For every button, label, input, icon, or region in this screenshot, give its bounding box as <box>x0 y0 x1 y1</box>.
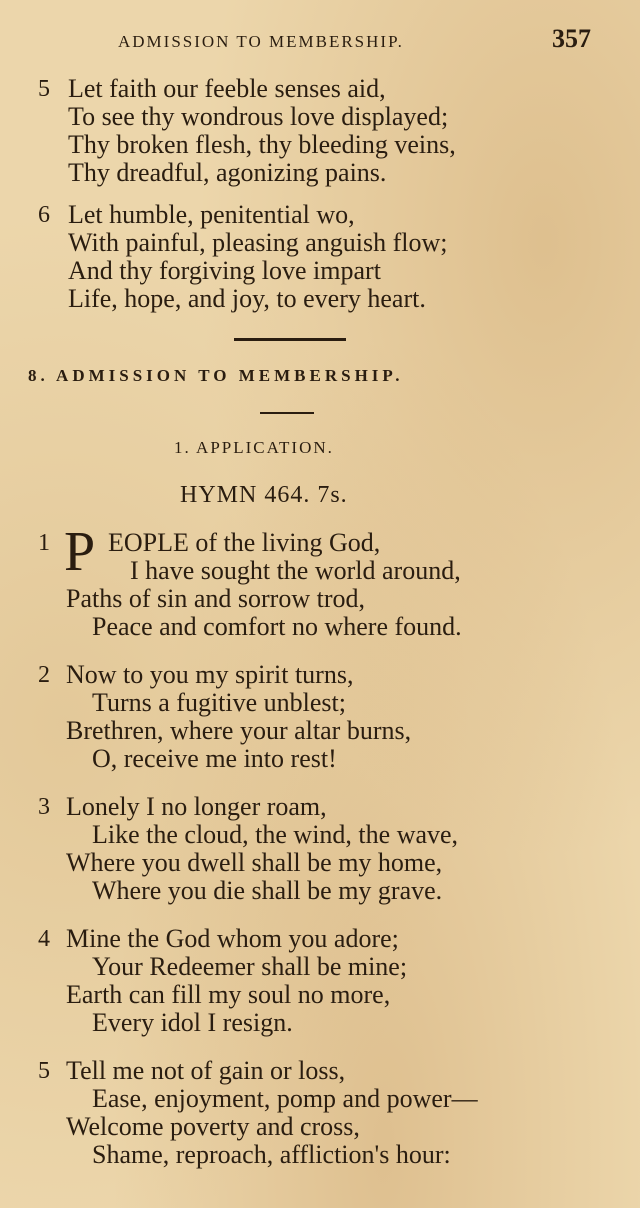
verse-line: Shame, reproach, affliction's hour: <box>92 1140 451 1169</box>
stanza-number: 5 <box>38 76 50 102</box>
verse-line: Life, hope, and joy, to every heart. <box>68 284 426 313</box>
stanza-number: 1 <box>38 530 50 556</box>
verse-line: Brethren, where your altar burns, <box>66 716 412 745</box>
verse-line: Let faith our feeble senses aid, <box>68 74 386 103</box>
verse-line: Peace and comfort no where found. <box>92 612 462 641</box>
running-head: ADMISSION TO MEMBERSHIP. <box>118 32 404 51</box>
verse-line: Tell me not of gain or loss, <box>66 1056 346 1085</box>
stanza-number: 3 <box>38 794 50 820</box>
page-number: 357 <box>552 24 591 53</box>
verse-line: Your Redeemer shall be mine; <box>92 952 408 981</box>
verse-line: Where you die shall be my grave. <box>92 876 443 905</box>
verse-line: To see thy wondrous love displayed; <box>68 102 449 131</box>
verse-line: Now to you my spirit turns, <box>66 660 354 689</box>
verse-line: Let humble, penitential wo, <box>68 200 355 229</box>
verse-line: Lonely I no longer roam, <box>66 792 327 821</box>
verse-line: Every idol I resign. <box>92 1008 293 1037</box>
hymn-title: HYMN 464. 7s. <box>180 482 348 508</box>
stanza-number: 5 <box>38 1058 50 1084</box>
verse-line: I have sought the world around, <box>130 556 461 585</box>
verse-line: Thy broken flesh, thy bleeding veins, <box>68 130 456 159</box>
sub-heading: 1. APPLICATION. <box>174 438 334 457</box>
verse-line: Thy dreadful, agonizing pains. <box>68 158 387 187</box>
verse-line: Paths of sin and sorrow trod, <box>66 584 365 613</box>
stanza-number: 6 <box>38 202 50 228</box>
verse-line: Where you dwell shall be my home, <box>66 848 443 877</box>
verse-line: And thy forgiving love impart <box>68 256 381 285</box>
verse-line: Earth can fill my soul no more, <box>66 980 391 1009</box>
section-heading: 8. ADMISSION TO MEMBERSHIP. <box>28 366 404 385</box>
section-divider <box>234 338 346 341</box>
verse-line: Turns a fugitive unblest; <box>92 688 346 717</box>
drop-cap: P <box>64 521 96 583</box>
verse-line: Ease, enjoyment, pomp and power— <box>92 1084 478 1113</box>
stanza-number: 2 <box>38 662 50 688</box>
verse-line: O, receive me into rest! <box>92 744 337 773</box>
verse-line: Welcome poverty and cross, <box>66 1112 360 1141</box>
verse-line: EOPLE of the living God, <box>108 528 381 557</box>
verse-line: Like the cloud, the wind, the wave, <box>92 820 459 849</box>
stanza-number: 4 <box>38 926 50 952</box>
verse-line: With painful, pleasing anguish flow; <box>68 228 448 257</box>
verse-line: Mine the God whom you adore; <box>66 924 399 953</box>
short-divider <box>260 412 314 414</box>
